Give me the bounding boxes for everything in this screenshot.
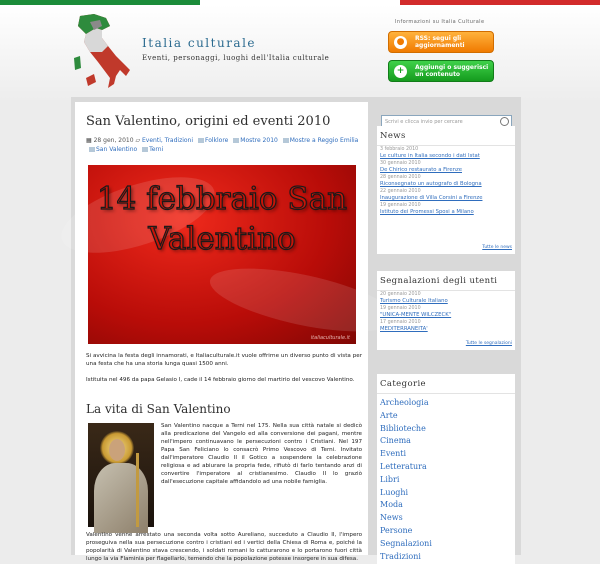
segnalazione-date: 20 gennaio 2010: [380, 292, 421, 297]
segnalazione-link[interactable]: "UNICA-MENTE WILCZECK": [380, 312, 452, 318]
add-content-button-label: Aggiungi o suggerisci un contenuto: [415, 64, 489, 78]
calendar-icon: ▦: [86, 137, 92, 144]
news-item: [377, 146, 515, 160]
tag-link[interactable]: San Valentino: [96, 146, 138, 153]
main-column: [75, 102, 368, 562]
category-link[interactable]: Eventi: [380, 449, 407, 459]
tag-link[interactable]: Folklore: [204, 137, 229, 144]
category-link[interactable]: Archeologia: [380, 398, 429, 407]
news-link[interactable]: De Chirico restaurato a Firenze: [380, 167, 462, 173]
category-link[interactable]: Cinema: [380, 436, 411, 446]
post-meta: [86, 136, 361, 154]
segnalazione-link[interactable]: Turismo Culturale Italiano: [380, 298, 448, 304]
news-date: 28 gennaio 2010: [380, 175, 421, 180]
news-item: [377, 202, 515, 216]
hero-watermark: italiaculturale.it: [310, 335, 350, 341]
intro-paragraph-2: Istituita nel 496 da papa Gelasio I, cade il 14 febbraio giorno del martirio del vescovo Valentino.: [86, 377, 355, 383]
site-title[interactable]: Italia culturale: [142, 36, 257, 50]
segnalazione-date: 17 gennaio 2010: [380, 320, 421, 325]
tag-link[interactable]: Mostre 2010: [240, 137, 278, 144]
post-categories[interactable]: Eventi, Tradizioni: [142, 137, 194, 144]
segnalazione-item: [377, 291, 515, 305]
category-link[interactable]: Letteratura: [380, 461, 427, 471]
folder-icon: ▱: [135, 137, 141, 144]
news-date: 3 febbraio 2010: [380, 147, 419, 152]
post-date: 28 gen, 2010: [93, 137, 134, 144]
news-panel: [377, 126, 515, 254]
robe: [94, 463, 148, 533]
hero-image: [88, 165, 356, 344]
search-placeholder: Scrivi e clicca invio per cercare: [385, 119, 463, 125]
categories-heading: Categorie: [377, 374, 515, 394]
news-date: 22 gennaio 2010: [380, 189, 421, 194]
category-link[interactable]: Libri: [380, 474, 400, 484]
news-item: [377, 188, 515, 202]
hero-text: 14 febbraio San Valentino: [96, 181, 348, 257]
life-paragraph: San Valentino nacque a Terni nel 175. Nella sua città natale si dedicò alla predicazione del Vangelo ed alla conversione dei pagani, mentre nell'impero continuavano le persecuzioni contro i Cristiani. Nel 197 Papa San Feliciano lo consacrò Primo Vescovo di Terni. Invitato dall'imperatore Claudio II il Gotico a sospendere la celebrazione religiosa e ad abiurare la propria fede, rifiutò di farlo tentando anzi di convertire l'imperatore al cristianesimo. Claudio II lo graziò dall'esecuzione capitale affidandolo ad una nobile famiglia.: [161, 423, 362, 485]
header-info-link[interactable]: Informazioni su Italia Culturale: [395, 19, 485, 25]
section-subtitle: La vita di San Valentino: [86, 402, 231, 416]
categories-panel: [377, 374, 515, 564]
news-date: 19 gennaio 2010: [380, 203, 421, 208]
content-area: [71, 97, 521, 562]
category-link[interactable]: Arte: [380, 410, 398, 420]
category-link[interactable]: Tradizioni: [380, 551, 421, 561]
cloth-fold: [205, 256, 401, 344]
life-paragraph-2: Valentino venne arrestato una seconda volta sotto Aureliano, succeduto a Claudio II, l'impero proseguiva nella sua persecuzione contro i cristiani ed i vertici della Chiesa di Roma e, poiché la popolarità di Valentino stava crescendo, i soldati romani lo catturarono e lo portarono fuori città lungo la via Flaminia per flagellarlo, temendo che la popolazione potesse insorgere in sua difesa.: [86, 532, 362, 562]
rss-icon: ●: [394, 36, 407, 49]
all-segnalazioni-link[interactable]: Tutte le segnalazioni: [465, 341, 512, 346]
category-link[interactable]: Biblioteche: [380, 423, 426, 433]
tag-icon: [283, 138, 289, 143]
rss-button-label: RSS: segui gli aggiornamenti: [415, 35, 465, 49]
face: [109, 439, 125, 461]
category-link[interactable]: News: [380, 513, 403, 523]
search-icon[interactable]: [500, 117, 509, 126]
tag-link[interactable]: Terni: [149, 146, 164, 153]
all-news-link[interactable]: Tutte le news: [482, 245, 512, 250]
segnalazione-link[interactable]: MEDITERRANEITA': [380, 326, 428, 332]
rss-button[interactable]: [388, 31, 494, 53]
news-link[interactable]: Riconsegnato un autografo di Bologna: [380, 181, 482, 187]
site-tagline: Eventi, personaggi, luoghi dell'Italia culturale: [142, 54, 330, 62]
news-item: [377, 160, 515, 174]
tag-link[interactable]: Mostre a Reggio Emilia: [289, 137, 359, 144]
category-link[interactable]: Segnalazioni: [380, 538, 432, 548]
segnalazioni-heading: Segnalazioni degli utenti: [377, 271, 515, 291]
segnalazione-item: [377, 319, 515, 333]
crozier: [136, 453, 139, 527]
tag-icon: [142, 147, 148, 152]
news-date: 30 gennaio 2010: [380, 161, 421, 166]
news-item: [377, 174, 515, 188]
segnalazione-item: [377, 305, 515, 319]
category-link[interactable]: Persone: [380, 525, 413, 535]
category-link[interactable]: Luoghi: [380, 487, 409, 497]
saint-painting: [88, 423, 154, 527]
news-link[interactable]: Istituto dei Promessi Sposi a Milano: [380, 209, 474, 215]
italy-map-logo[interactable]: [72, 12, 132, 98]
add-content-button[interactable]: [388, 60, 494, 82]
segnalazioni-panel: [377, 271, 515, 350]
tag-icon: [198, 138, 204, 143]
segnalazione-date: 19 gennaio 2010: [380, 306, 421, 311]
news-heading: News: [377, 126, 515, 146]
news-link[interactable]: Le culture in Italia secondo i dati Istat: [380, 153, 480, 159]
intro-paragraph: Si avvicina la festa degli innamorati, e Italiaculturale.it vuole offrirne un diverso punto di vista per una festa che ha una storia lunga quasi 1500 anni.: [86, 353, 362, 367]
post-title[interactable]: San Valentino, origini ed eventi 2010: [86, 114, 331, 129]
tag-icon: [89, 147, 95, 152]
category-link[interactable]: Moda: [380, 500, 403, 510]
plus-icon: +: [394, 65, 407, 78]
news-link[interactable]: Inaugurazione di Villa Corsini a Firenze: [380, 195, 483, 201]
tag-icon: [233, 138, 239, 143]
